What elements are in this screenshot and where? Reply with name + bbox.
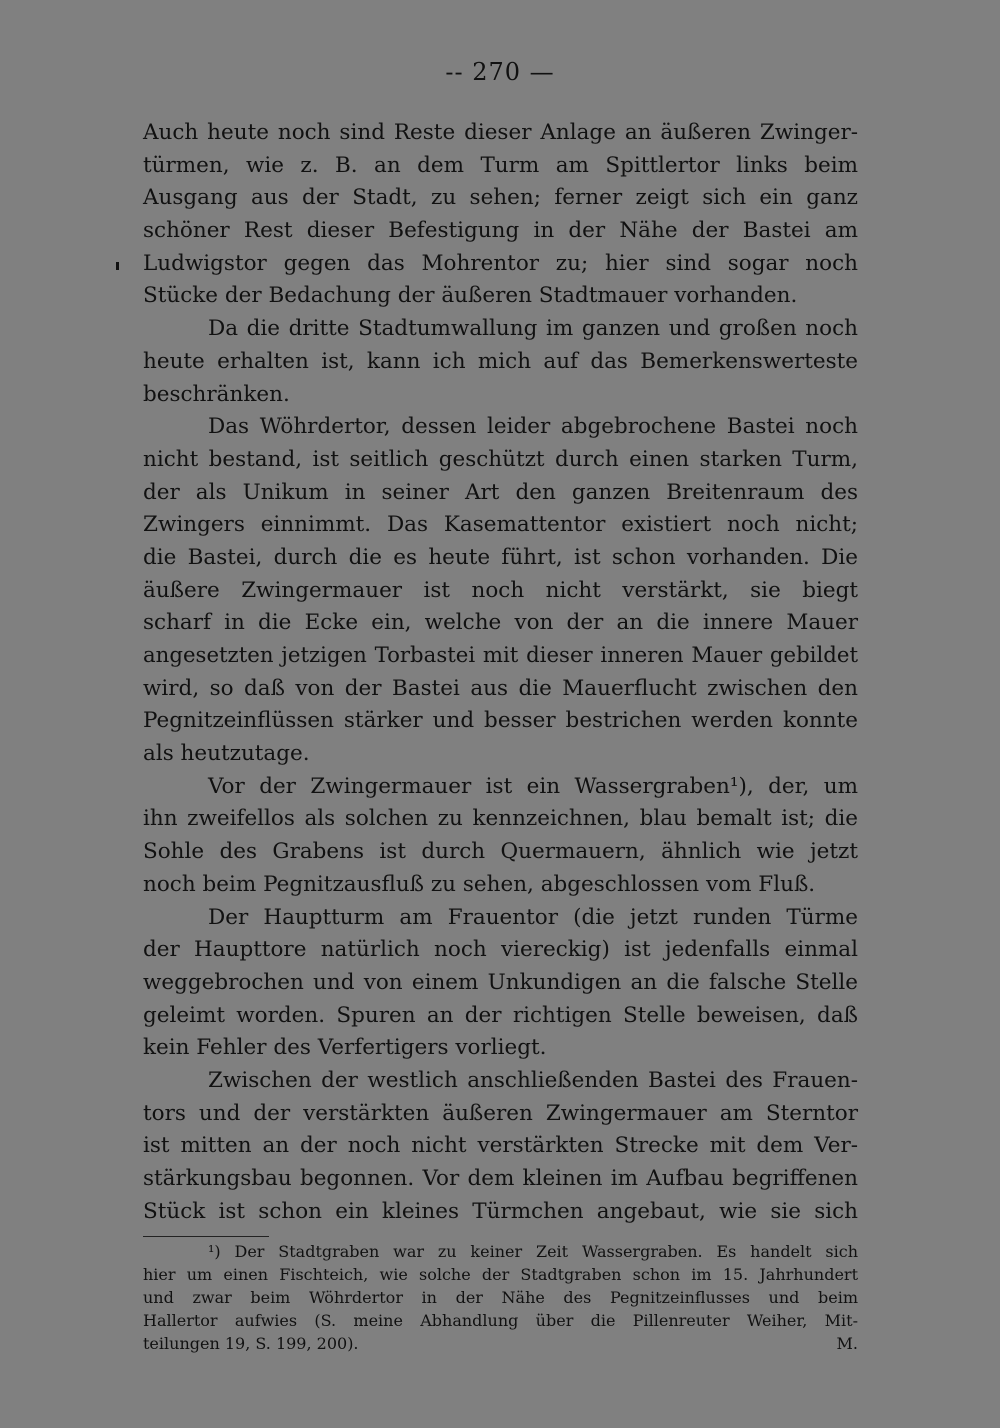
text-line: Sohle des Grabens ist durch Quermauern, ähnlich wie jetzt	[143, 839, 858, 865]
footnote-line: hier um einen Fischteich, wie solche der Stadtgraben schon im 15. Jahrhundert	[143, 1265, 858, 1284]
text-line: Zwingers einnimmt. Das Kasemattentor existiert noch nicht;	[143, 512, 858, 538]
text-line: ihn zweifellos als solchen zu kennzeichnen, blau bemalt ist; die	[143, 806, 858, 832]
text-line: Pegnitzeinflüssen stärker und besser bestrichen werden konnte	[143, 708, 858, 734]
footnote-line: teilungen 19, S. 199, 200).	[143, 1334, 359, 1353]
text-line: Da die dritte Stadtumwallung im ganzen und großen noch	[208, 316, 858, 342]
page-number: -- 270 —	[445, 58, 555, 86]
text-line: der als Unikum in seiner Art den ganzen Breitenraum des	[143, 479, 858, 505]
text-line: der Haupttore natürlich noch viereckig) ist jedenfalls einmal	[143, 937, 858, 963]
text-line: Ausgang aus der Stadt, zu sehen; ferner zeigt sich ein ganz	[143, 185, 858, 211]
footnote-line: und zwar beim Wöhrdertor in der Nähe des Pegnitzeinflusses und beim	[143, 1288, 858, 1307]
text-line: Das Wöhrdertor, dessen leider abgebrochene Bastei noch	[208, 414, 858, 440]
text-line: Ludwigstor gegen das Mohrentor zu; hier sind sogar noch	[143, 250, 858, 276]
text-line: Der Hauptturm am Frauentor (die jetzt runden Türme	[208, 904, 858, 930]
body-text	[143, 117, 858, 1228]
text-line: heute erhalten ist, kann ich mich auf das Bemerkenswerteste	[143, 348, 858, 374]
text-line: kein Fehler des Verfertigers vorliegt.	[143, 1035, 547, 1061]
footnote-separator	[143, 1236, 269, 1237]
margin-mark	[116, 262, 119, 270]
text-line: wird, so daß von der Bastei aus die Mauerflucht zwischen den	[143, 675, 858, 701]
text-line: tors und der verstärkten äußeren Zwingermauer am Sterntor	[143, 1100, 858, 1126]
text-line: Stücke der Bedachung der äußeren Stadtmauer vorhanden.	[143, 283, 798, 309]
footnote	[143, 1240, 858, 1355]
text-line: ist mitten an der noch nicht verstärkten Strecke mit dem Ver-	[143, 1133, 858, 1159]
text-line: angesetzten jetzigen Torbastei mit dieser inneren Mauer gebildet	[143, 643, 858, 668]
text-line: türmen, wie z. B. an dem Turm am Spittlertor links beim	[143, 152, 858, 178]
footnote-line: Hallertor aufwies (S. meine Abhandlung über die Pillenreuter Weiher, Mit-	[143, 1311, 858, 1330]
text-line: geleimt worden. Spuren an der richtigen Stelle beweisen, daß	[143, 1002, 858, 1028]
footnote-last-row	[143, 1332, 858, 1355]
text-line: nicht bestand, ist seitlich geschützt durch einen starken Turm,	[143, 446, 858, 472]
text-line: Zwischen der westlich anschließenden Bastei des Frauen-	[208, 1067, 858, 1093]
text-line: Auch heute noch sind Reste dieser Anlage an äußeren Zwinger-	[143, 120, 858, 145]
text-line: als heutzutage.	[143, 741, 310, 767]
text-line: noch beim Pegnitzausfluß zu sehen, abgeschlossen vom Fluß.	[143, 871, 816, 897]
text-line: Stück ist schon ein kleines Türmchen angebaut, wie sie sich	[143, 1198, 858, 1224]
text-line: schöner Rest dieser Befestigung in der Nähe der Bastei am	[143, 218, 858, 244]
text-line: beschränken.	[143, 381, 290, 407]
footnote-line: ¹) Der Stadtgraben war zu keiner Zeit Wassergraben. Es handelt sich	[208, 1242, 858, 1261]
text-line: Vor der Zwingermauer ist ein Wassergraben¹), der, um	[208, 773, 858, 799]
text-line: äußere Zwingermauer ist noch nicht verstärkt, sie biegt	[143, 577, 858, 603]
text-line: scharf in die Ecke ein, welche von der an die innere Mauer	[143, 610, 858, 636]
text-line: die Bastei, durch die es heute führt, ist schon vorhanden. Die	[143, 544, 858, 570]
footnote-signature: M.	[836, 1334, 858, 1353]
text-line: weggebrochen und von einem Unkundigen an die falsche Stelle	[143, 969, 858, 995]
text-line: stärkungsbau begonnen. Vor dem kleinen im Aufbau begriffenen	[143, 1166, 858, 1191]
